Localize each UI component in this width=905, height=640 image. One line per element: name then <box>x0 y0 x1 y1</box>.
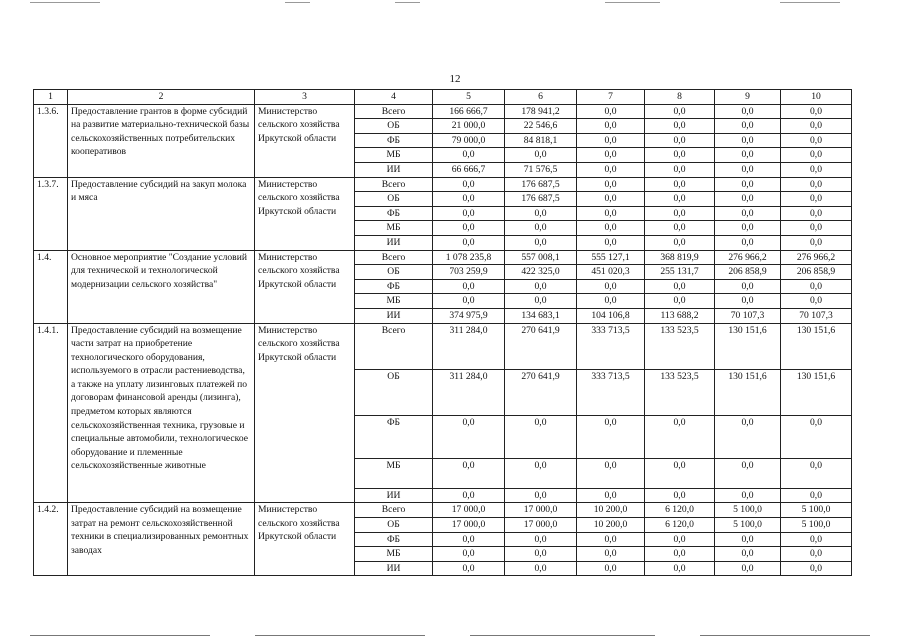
amount-cell: 79 000,0 <box>433 133 505 148</box>
header-cell: 2 <box>68 90 255 105</box>
amount-cell: 0,0 <box>505 458 577 488</box>
amount-cell: 0,0 <box>433 294 505 309</box>
amount-cell: 0,0 <box>577 148 645 163</box>
amount-cell: 0,0 <box>577 177 645 192</box>
amount-cell: 557 008,1 <box>505 250 577 265</box>
amount-cell: 270 641,9 <box>505 323 577 369</box>
header-cell: 7 <box>577 90 645 105</box>
amount-cell: 0,0 <box>577 458 645 488</box>
table-row <box>34 104 852 119</box>
header-cell: 3 <box>255 90 355 105</box>
amount-cell: 276 966,2 <box>781 250 852 265</box>
amount-cell: 17 000,0 <box>505 518 577 533</box>
amount-cell: 130 151,6 <box>715 369 781 415</box>
top-edge-line <box>30 2 100 3</box>
amount-cell: 0,0 <box>577 192 645 207</box>
item-name-cell: Предоставление субсидий на возмещение затрат на ремонт сельскохозяйственной техники в специализированных ремонтных заводах <box>68 503 255 576</box>
amount-cell: 0,0 <box>577 235 645 250</box>
amount-cell: 0,0 <box>715 279 781 294</box>
funding-source-cell: МБ <box>355 547 433 562</box>
funding-source-cell: Всего <box>355 323 433 369</box>
bottom-edge-line <box>30 635 210 636</box>
amount-cell: 0,0 <box>433 488 505 503</box>
funding-source-cell: ФБ <box>355 415 433 458</box>
amount-cell: 0,0 <box>781 206 852 221</box>
amount-cell: 0,0 <box>715 162 781 177</box>
amount-cell: 0,0 <box>577 133 645 148</box>
amount-cell: 0,0 <box>781 294 852 309</box>
amount-cell: 0,0 <box>577 532 645 547</box>
amount-cell: 0,0 <box>781 488 852 503</box>
page-number: 12 <box>449 73 461 85</box>
amount-cell: 5 100,0 <box>781 518 852 533</box>
funding-source-cell: МБ <box>355 458 433 488</box>
funding-source-cell: МБ <box>355 294 433 309</box>
amount-cell: 5 100,0 <box>715 503 781 518</box>
amount-cell: 0,0 <box>577 104 645 119</box>
amount-cell: 0,0 <box>505 206 577 221</box>
amount-cell: 133 523,5 <box>645 369 715 415</box>
amount-cell: 0,0 <box>433 532 505 547</box>
header-row <box>34 90 852 105</box>
amount-cell: 333 713,5 <box>577 323 645 369</box>
amount-cell: 451 020,3 <box>577 265 645 280</box>
amount-cell: 0,0 <box>781 133 852 148</box>
executor-cell: Министерство сельского хозяйства Иркутской области <box>255 503 355 576</box>
amount-cell: 0,0 <box>645 561 715 576</box>
amount-cell: 0,0 <box>577 221 645 236</box>
amount-cell: 134 683,1 <box>505 308 577 323</box>
header-cell: 9 <box>715 90 781 105</box>
amount-cell: 0,0 <box>433 177 505 192</box>
amount-cell: 311 284,0 <box>433 323 505 369</box>
amount-cell: 17 000,0 <box>433 503 505 518</box>
amount-cell: 0,0 <box>715 488 781 503</box>
amount-cell: 178 941,2 <box>505 104 577 119</box>
funding-source-cell: МБ <box>355 148 433 163</box>
amount-cell: 276 966,2 <box>715 250 781 265</box>
amount-cell: 0,0 <box>781 458 852 488</box>
item-name-cell: Предоставление грантов в форме субсидий на развитие материально-технической базы сельскохозяйственных потребительских кооперативов <box>68 104 255 177</box>
amount-cell: 0,0 <box>505 221 577 236</box>
amount-cell: 0,0 <box>715 532 781 547</box>
amount-cell: 10 200,0 <box>577 503 645 518</box>
amount-cell: 0,0 <box>715 458 781 488</box>
funding-source-cell: ОБ <box>355 192 433 207</box>
executor-cell: Министерство сельского хозяйства Иркутской области <box>255 177 355 250</box>
item-name-cell: Предоставление субсидий на закуп молока и мяса <box>68 177 255 250</box>
amount-cell: 0,0 <box>645 415 715 458</box>
amount-cell: 0,0 <box>433 547 505 562</box>
header-cell: 5 <box>433 90 505 105</box>
amount-cell: 0,0 <box>505 488 577 503</box>
amount-cell: 0,0 <box>577 547 645 562</box>
amount-cell: 0,0 <box>715 235 781 250</box>
amount-cell: 21 000,0 <box>433 119 505 134</box>
table-row <box>34 503 852 518</box>
funding-schedule-table <box>33 89 852 576</box>
amount-cell: 0,0 <box>505 148 577 163</box>
amount-cell: 0,0 <box>781 162 852 177</box>
amount-cell: 0,0 <box>577 279 645 294</box>
amount-cell: 17 000,0 <box>433 518 505 533</box>
funding-source-cell: Всего <box>355 104 433 119</box>
header-cell: 10 <box>781 90 852 105</box>
amount-cell: 0,0 <box>645 148 715 163</box>
funding-source-cell: ФБ <box>355 206 433 221</box>
amount-cell: 0,0 <box>715 294 781 309</box>
funding-source-cell: МБ <box>355 221 433 236</box>
amount-cell: 0,0 <box>433 192 505 207</box>
amount-cell: 0,0 <box>715 415 781 458</box>
amount-cell: 0,0 <box>781 235 852 250</box>
amount-cell: 0,0 <box>433 279 505 294</box>
item-name-cell: Основное мероприятие "Создание условий для технической и технологической модернизации сельского хозяйства" <box>68 250 255 323</box>
amount-cell: 6 120,0 <box>645 518 715 533</box>
amount-cell: 0,0 <box>645 177 715 192</box>
amount-cell: 0,0 <box>715 133 781 148</box>
amount-cell: 0,0 <box>645 235 715 250</box>
item-number-cell: 1.3.7. <box>34 177 68 250</box>
amount-cell: 703 259,9 <box>433 265 505 280</box>
funding-source-cell: ОБ <box>355 119 433 134</box>
amount-cell: 0,0 <box>505 532 577 547</box>
header-cell: 6 <box>505 90 577 105</box>
amount-cell: 5 100,0 <box>715 518 781 533</box>
amount-cell: 17 000,0 <box>505 503 577 518</box>
funding-source-cell: ИИ <box>355 235 433 250</box>
amount-cell: 0,0 <box>505 235 577 250</box>
table-row <box>34 250 852 265</box>
item-number-cell: 1.3.6. <box>34 104 68 177</box>
funding-source-cell: Всего <box>355 250 433 265</box>
amount-cell: 0,0 <box>715 561 781 576</box>
amount-cell: 0,0 <box>781 221 852 236</box>
amount-cell: 71 576,5 <box>505 162 577 177</box>
funding-source-cell: ФБ <box>355 133 433 148</box>
amount-cell: 130 151,6 <box>715 323 781 369</box>
amount-cell: 0,0 <box>715 192 781 207</box>
amount-cell: 166 666,7 <box>433 104 505 119</box>
amount-cell: 0,0 <box>645 206 715 221</box>
amount-cell: 0,0 <box>715 119 781 134</box>
amount-cell: 422 325,0 <box>505 265 577 280</box>
amount-cell: 0,0 <box>577 561 645 576</box>
amount-cell: 0,0 <box>715 148 781 163</box>
amount-cell: 374 975,9 <box>433 308 505 323</box>
amount-cell: 0,0 <box>781 119 852 134</box>
amount-cell: 0,0 <box>577 206 645 221</box>
amount-cell: 70 107,3 <box>715 308 781 323</box>
amount-cell: 130 151,6 <box>781 323 852 369</box>
funding-source-cell: Всего <box>355 503 433 518</box>
amount-cell: 10 200,0 <box>577 518 645 533</box>
amount-cell: 0,0 <box>433 458 505 488</box>
amount-cell: 0,0 <box>781 279 852 294</box>
amount-cell: 0,0 <box>781 415 852 458</box>
amount-cell: 0,0 <box>505 547 577 562</box>
amount-cell: 0,0 <box>577 294 645 309</box>
amount-cell: 0,0 <box>781 192 852 207</box>
funding-source-cell: ИИ <box>355 308 433 323</box>
amount-cell: 0,0 <box>645 488 715 503</box>
amount-cell: 0,0 <box>715 177 781 192</box>
amount-cell: 333 713,5 <box>577 369 645 415</box>
table-row <box>34 177 852 192</box>
amount-cell: 6 120,0 <box>645 503 715 518</box>
amount-cell: 0,0 <box>433 221 505 236</box>
amount-cell: 0,0 <box>781 104 852 119</box>
amount-cell: 311 284,0 <box>433 369 505 415</box>
amount-cell: 555 127,1 <box>577 250 645 265</box>
amount-cell: 84 818,1 <box>505 133 577 148</box>
funding-source-cell: ИИ <box>355 488 433 503</box>
amount-cell: 0,0 <box>645 221 715 236</box>
amount-cell: 176 687,5 <box>505 177 577 192</box>
amount-cell: 0,0 <box>505 415 577 458</box>
amount-cell: 0,0 <box>577 488 645 503</box>
header-cell: 4 <box>355 90 433 105</box>
item-number-cell: 1.4.2. <box>34 503 68 576</box>
amount-cell: 0,0 <box>645 458 715 488</box>
amount-cell: 0,0 <box>505 294 577 309</box>
amount-cell: 0,0 <box>781 561 852 576</box>
amount-cell: 66 666,7 <box>433 162 505 177</box>
amount-cell: 0,0 <box>505 561 577 576</box>
header-cell: 1 <box>34 90 68 105</box>
amount-cell: 0,0 <box>645 192 715 207</box>
amount-cell: 133 523,5 <box>645 323 715 369</box>
amount-cell: 0,0 <box>645 532 715 547</box>
amount-cell: 130 151,6 <box>781 369 852 415</box>
amount-cell: 0,0 <box>715 206 781 221</box>
executor-cell: Министерство сельского хозяйства Иркутской области <box>255 104 355 177</box>
funding-source-cell: ОБ <box>355 265 433 280</box>
funding-source-cell: ОБ <box>355 518 433 533</box>
amount-cell: 0,0 <box>645 104 715 119</box>
funding-source-cell: ФБ <box>355 279 433 294</box>
amount-cell: 0,0 <box>645 279 715 294</box>
amount-cell: 22 546,6 <box>505 119 577 134</box>
item-name-cell: Предоставление субсидий на возмещение части затрат на приобретение технологического оборудования, используемого в отрасли растениеводства, а также на уплату лизинговых платежей по договорам финансовой аренды (лизинга), предметом которых являются сельскохозяйственная техника, грузовые и специальные автомобили, технологическое оборудование и племенные сельскохозяйственные животные <box>68 323 255 503</box>
amount-cell: 0,0 <box>715 547 781 562</box>
amount-cell: 0,0 <box>433 235 505 250</box>
amount-cell: 206 858,9 <box>715 265 781 280</box>
amount-cell: 255 131,7 <box>645 265 715 280</box>
amount-cell: 0,0 <box>505 279 577 294</box>
amount-cell: 0,0 <box>781 177 852 192</box>
top-edge-line <box>605 2 660 3</box>
item-number-cell: 1.4. <box>34 250 68 323</box>
executor-cell: Министерство сельского хозяйства Иркутской области <box>255 250 355 323</box>
bottom-edge-line <box>470 635 655 636</box>
amount-cell: 5 100,0 <box>781 503 852 518</box>
bottom-edge-line <box>255 635 425 636</box>
amount-cell: 0,0 <box>433 148 505 163</box>
amount-cell: 104 106,8 <box>577 308 645 323</box>
amount-cell: 368 819,9 <box>645 250 715 265</box>
table-row <box>34 323 852 369</box>
amount-cell: 0,0 <box>645 294 715 309</box>
header-cell: 8 <box>645 90 715 105</box>
amount-cell: 0,0 <box>577 162 645 177</box>
amount-cell: 0,0 <box>433 206 505 221</box>
funding-source-cell: ИИ <box>355 561 433 576</box>
amount-cell: 0,0 <box>715 221 781 236</box>
amount-cell: 70 107,3 <box>781 308 852 323</box>
bottom-edge-line <box>700 635 870 636</box>
top-edge-line <box>780 2 840 3</box>
amount-cell: 113 688,2 <box>645 308 715 323</box>
amount-cell: 0,0 <box>645 162 715 177</box>
amount-cell: 0,0 <box>645 547 715 562</box>
executor-cell: Министерство сельского хозяйства Иркутской области <box>255 323 355 503</box>
amount-cell: 0,0 <box>433 415 505 458</box>
funding-source-cell: ИИ <box>355 162 433 177</box>
amount-cell: 176 687,5 <box>505 192 577 207</box>
funding-source-cell: ОБ <box>355 369 433 415</box>
amount-cell: 0,0 <box>577 119 645 134</box>
amount-cell: 0,0 <box>781 547 852 562</box>
amount-cell: 0,0 <box>645 119 715 134</box>
funding-source-cell: Всего <box>355 177 433 192</box>
amount-cell: 270 641,9 <box>505 369 577 415</box>
item-number-cell: 1.4.1. <box>34 323 68 503</box>
top-edge-line <box>285 2 310 3</box>
amount-cell: 1 078 235,8 <box>433 250 505 265</box>
amount-cell: 206 858,9 <box>781 265 852 280</box>
amount-cell: 0,0 <box>645 133 715 148</box>
amount-cell: 0,0 <box>715 104 781 119</box>
top-edge-line <box>395 2 420 3</box>
funding-source-cell: ФБ <box>355 532 433 547</box>
amount-cell: 0,0 <box>433 561 505 576</box>
amount-cell: 0,0 <box>781 532 852 547</box>
amount-cell: 0,0 <box>781 148 852 163</box>
amount-cell: 0,0 <box>577 415 645 458</box>
